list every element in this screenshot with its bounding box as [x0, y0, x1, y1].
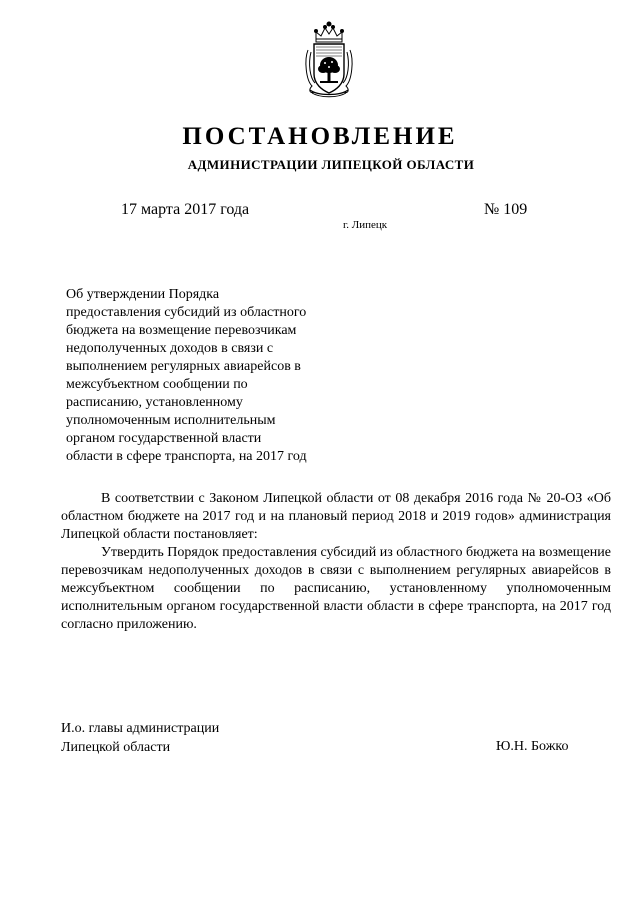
subject-line: предоставления субсидий из областного: [66, 305, 307, 320]
body-paragraph-resolution: Утвердить Порядок предоставления субсидий из областного бюджета на возмещение перевозчикам недополученных доходов в связи с выполнением регулярных авиарейсов в межсубъектном сообщении по расписанию, установленному уполномоченным исполнительным органом государственной власти области в сфере транспорта, на 2017 год согласно приложению.: [61, 545, 611, 632]
subject-line: недополученных доходов в связи с: [66, 341, 274, 356]
document-number: № 109: [484, 201, 528, 218]
document-title: ПОСТАНОВЛЕНИЕ: [182, 123, 458, 150]
subject-line: расписанию, установленному: [66, 395, 243, 410]
document-city: г. Липецк: [343, 219, 388, 231]
signatory-position: [61, 720, 219, 757]
issuing-authority: АДМИНИСТРАЦИИ ЛИПЕЦКОЙ ОБЛАСТИ: [187, 157, 475, 172]
subject-line: области в сфере транспорта, на 2017 год: [66, 449, 307, 464]
subject-line: Об утверждении Порядка: [66, 287, 220, 302]
signatory-name: Ю.Н. Божко: [496, 739, 569, 754]
document-body: [61, 490, 611, 634]
subject-line: межсубъектном сообщении по: [66, 377, 248, 392]
signatory-role-line: И.о. главы администрации: [61, 721, 220, 736]
signatory-role-line: Липецкой области: [61, 739, 171, 755]
subject-line: уполномоченным исполнительным: [66, 413, 276, 428]
document-subject: [66, 286, 341, 466]
coat-of-arms-icon: [304, 20, 354, 98]
body-paragraph-preamble: В соответствии с Законом Липецкой области от 08 декабря 2016 года № 20-ОЗ «Об областном бюджете на 2017 год и на плановый период 2018 и 2019 годов» администрация Липецкой области постановляет:: [61, 491, 611, 542]
document-date: 17 марта 2017 года: [121, 201, 250, 218]
subject-line: бюджета на возмещение перевозчикам: [66, 323, 297, 338]
subject-line: органом государственной власти: [66, 431, 262, 446]
subject-line: выполнением регулярных авиарейсов в: [66, 359, 301, 374]
